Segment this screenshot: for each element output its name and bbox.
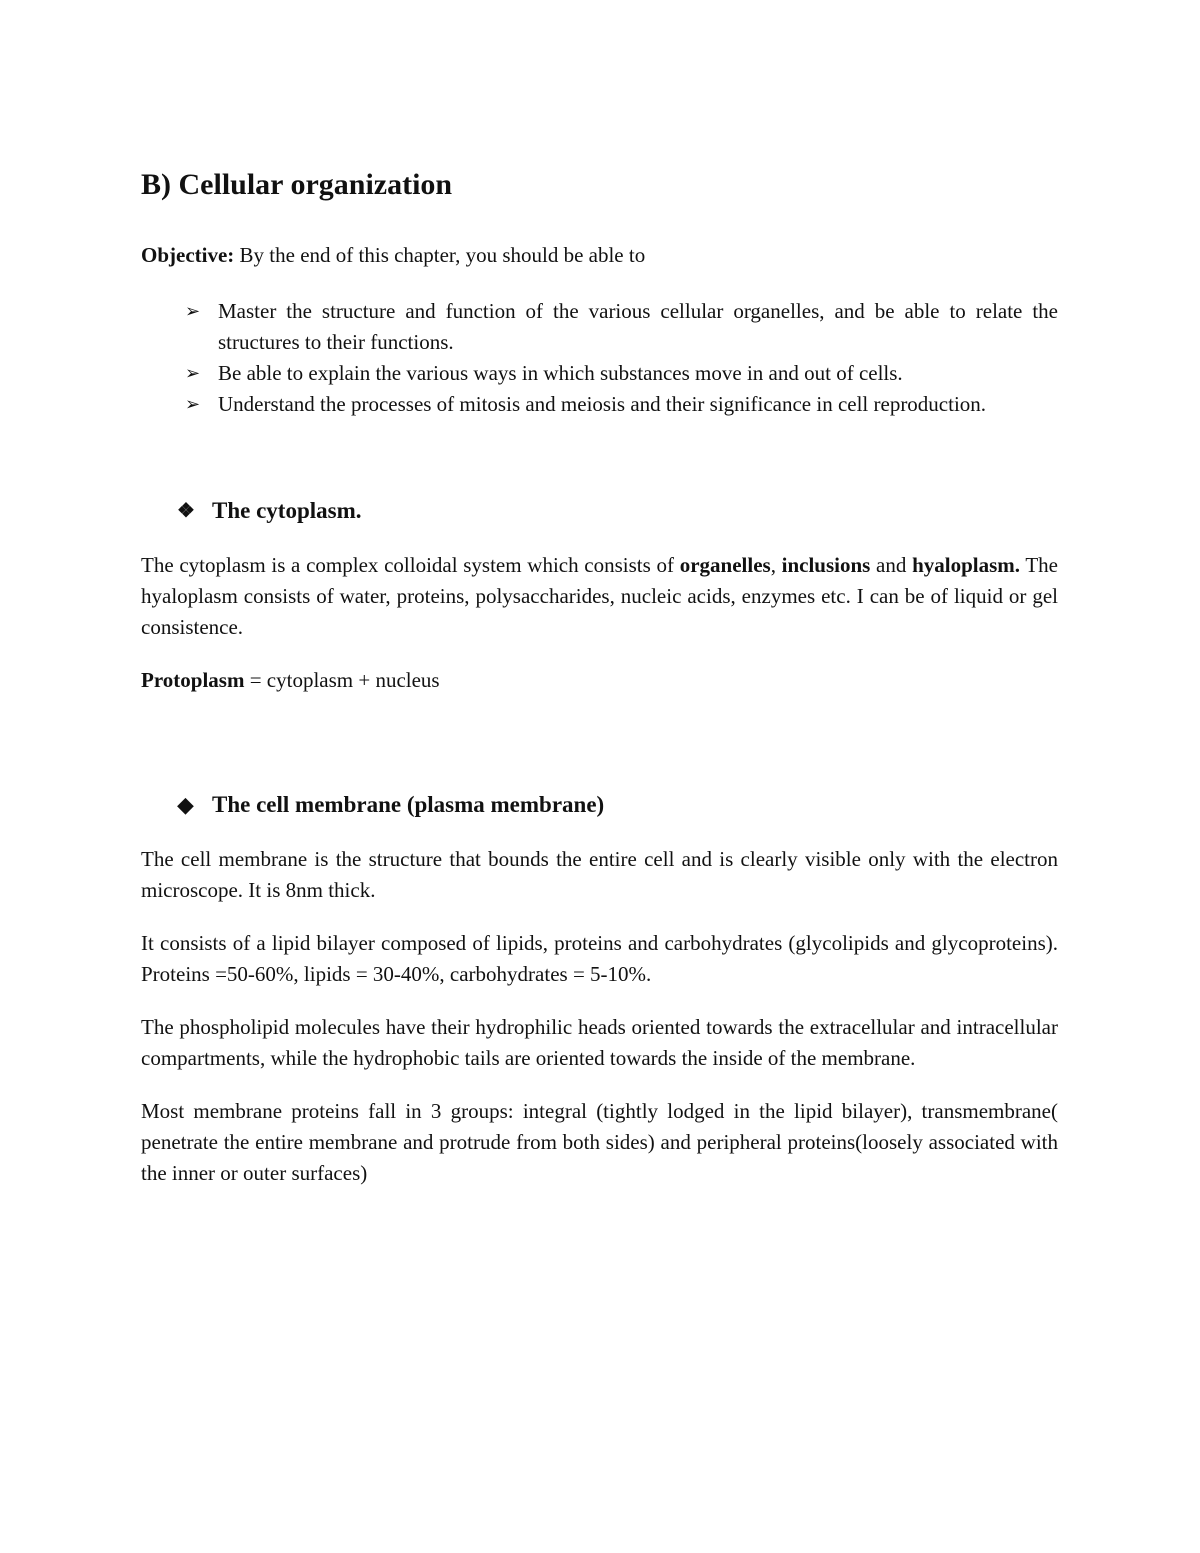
section-heading-cytoplasm: ❖ The cytoplasm.	[141, 496, 1058, 526]
arrow-bullet-icon: ➢	[185, 301, 201, 321]
membrane-paragraph: Most membrane proteins fall in 3 groups: integral (tightly lodged in the lipid bilayer), transmembrane( penetrate the entire membrane and protrude from both sides) and peripheral proteins(loosely associated with the inner or outer surfaces)	[141, 1099, 1058, 1185]
cytoplasm-paragraph: The cytoplasm is a complex colloidal system which consists of organelles, inclusions and hyaloplasm. The hyaloplasm consists of water, proteins, polysaccharides, nucleic acids, enzymes etc. I can be of liquid or gel consistence.	[141, 553, 1058, 639]
section-heading-cell-membrane: ◆ The cell membrane (plasma membrane)	[141, 790, 1058, 820]
arrow-bullet-icon: ➢	[185, 363, 201, 383]
membrane-paragraph: It consists of a lipid bilayer composed of lipids, proteins and carbohydrates (glycolipids and glycoproteins). Proteins =50-60%, lipids = 30-40%, carbohydrates = 5-10%.	[141, 931, 1058, 986]
list-item: ➢ Understand the processes of mitosis and meiosis and their significance in cell reproduction.	[141, 389, 1058, 420]
list-item: ➢ Be able to explain the various ways in which substances move in and out of cells.	[141, 358, 1058, 389]
list-item: ➢ Master the structure and function of the various cellular organelles, and be able to relate the structures to their functions.	[141, 296, 1058, 358]
diamond-bullet-icon: ◆	[177, 792, 194, 817]
objective-list	[141, 296, 1058, 420]
objective-text: By the end of this chapter, you should be able to	[234, 243, 646, 267]
objective-line	[141, 240, 1058, 271]
membrane-paragraph: The cell membrane is the structure that bounds the entire cell and is clearly visible only with the electron microscope. It is 8nm thick.	[141, 847, 1058, 902]
protoplasm-definition: Protoplasm = cytoplasm + nucleus	[141, 668, 440, 692]
page-title: B) Cellular organization	[141, 168, 453, 201]
arrow-bullet-icon: ➢	[185, 394, 201, 414]
objective-label: Objective:	[141, 243, 235, 267]
four-diamond-bullet-icon: ❖	[177, 500, 195, 522]
membrane-paragraph: The phospholipid molecules have their hydrophilic heads oriented towards the extracellular and intracellular compartments, while the hydrophobic tails are oriented towards the inside of the membrane.	[141, 1015, 1058, 1070]
